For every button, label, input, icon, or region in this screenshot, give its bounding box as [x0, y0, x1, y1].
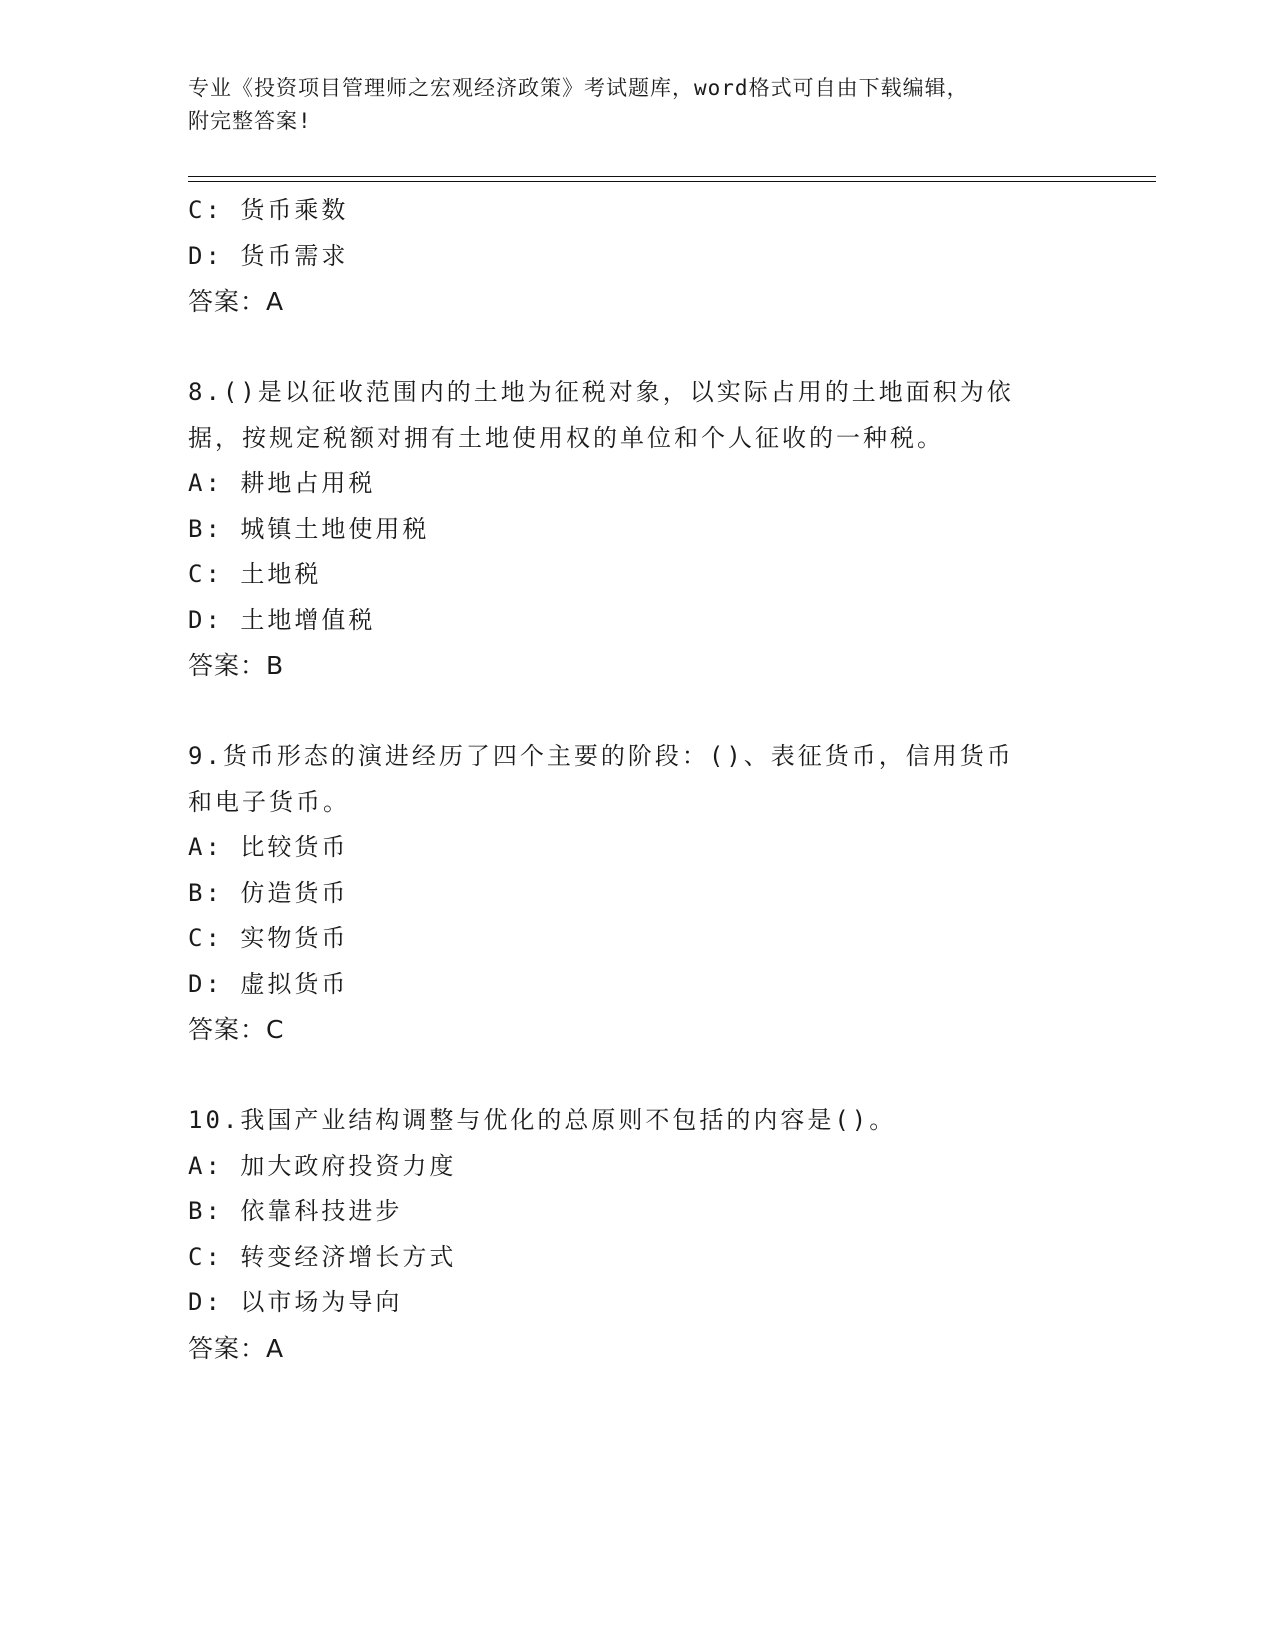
header-line-1: 专业《投资项目管理师之宏观经济政策》考试题库，word格式可自由下载编辑，	[188, 76, 969, 100]
question-text-line-1: 9.货币形态的演进经历了四个主要的阶段：()、表征货币，信用货币	[188, 742, 1014, 770]
option-d: D: 以市场为导向	[188, 1288, 403, 1316]
option-c: C: 转变经济增长方式	[188, 1242, 457, 1271]
answer-label: 答案：B	[188, 651, 285, 680]
option-d: D: 虚拟货币	[188, 969, 349, 998]
question-text-line-2: 据，按规定税额对拥有土地使用权的单位和个人征收的一种税。	[188, 423, 944, 452]
option-c: C: 货币乘数	[188, 196, 349, 224]
option-a: A: 加大政府投资力度	[188, 1151, 457, 1180]
option-c: C: 实物货币	[188, 924, 349, 952]
question-text-line-1: 8.()是以征收范围内的土地为征税对象，以实际占用的土地面积为依	[188, 378, 1014, 406]
question-text-line-2: 和电子货币。	[188, 787, 350, 816]
answer-label: 答案：C	[188, 1015, 285, 1044]
question-content	[188, 188, 1068, 1371]
option-d: D: 货币需求	[188, 241, 349, 270]
option-d: D: 土地增值税	[188, 605, 376, 634]
answer-label: 答案：A	[188, 287, 285, 316]
spacer	[188, 689, 1068, 735]
question-9	[188, 734, 1068, 1053]
header-divider-bottom	[188, 181, 1156, 182]
option-b: B: 城镇土地使用税	[188, 514, 430, 543]
option-b: B: 仿造货币	[188, 878, 349, 907]
option-a: A: 耕地占用税	[188, 469, 376, 497]
option-b: B: 依靠科技进步	[188, 1197, 403, 1225]
document-header	[188, 72, 1088, 138]
option-c: C: 土地税	[188, 560, 322, 588]
header-line-2: 附完整答案!	[188, 109, 312, 133]
spacer	[188, 1053, 1068, 1099]
option-a: A: 比较货币	[188, 833, 349, 861]
answer-label: 答案：A	[188, 1333, 285, 1363]
question-10	[188, 1098, 1068, 1371]
header-divider-top	[188, 176, 1156, 177]
spacer	[188, 325, 1068, 371]
question-8	[188, 370, 1068, 689]
question-text-line-1: 10.我国产业结构调整与优化的总原则不包括的内容是()。	[188, 1106, 897, 1134]
